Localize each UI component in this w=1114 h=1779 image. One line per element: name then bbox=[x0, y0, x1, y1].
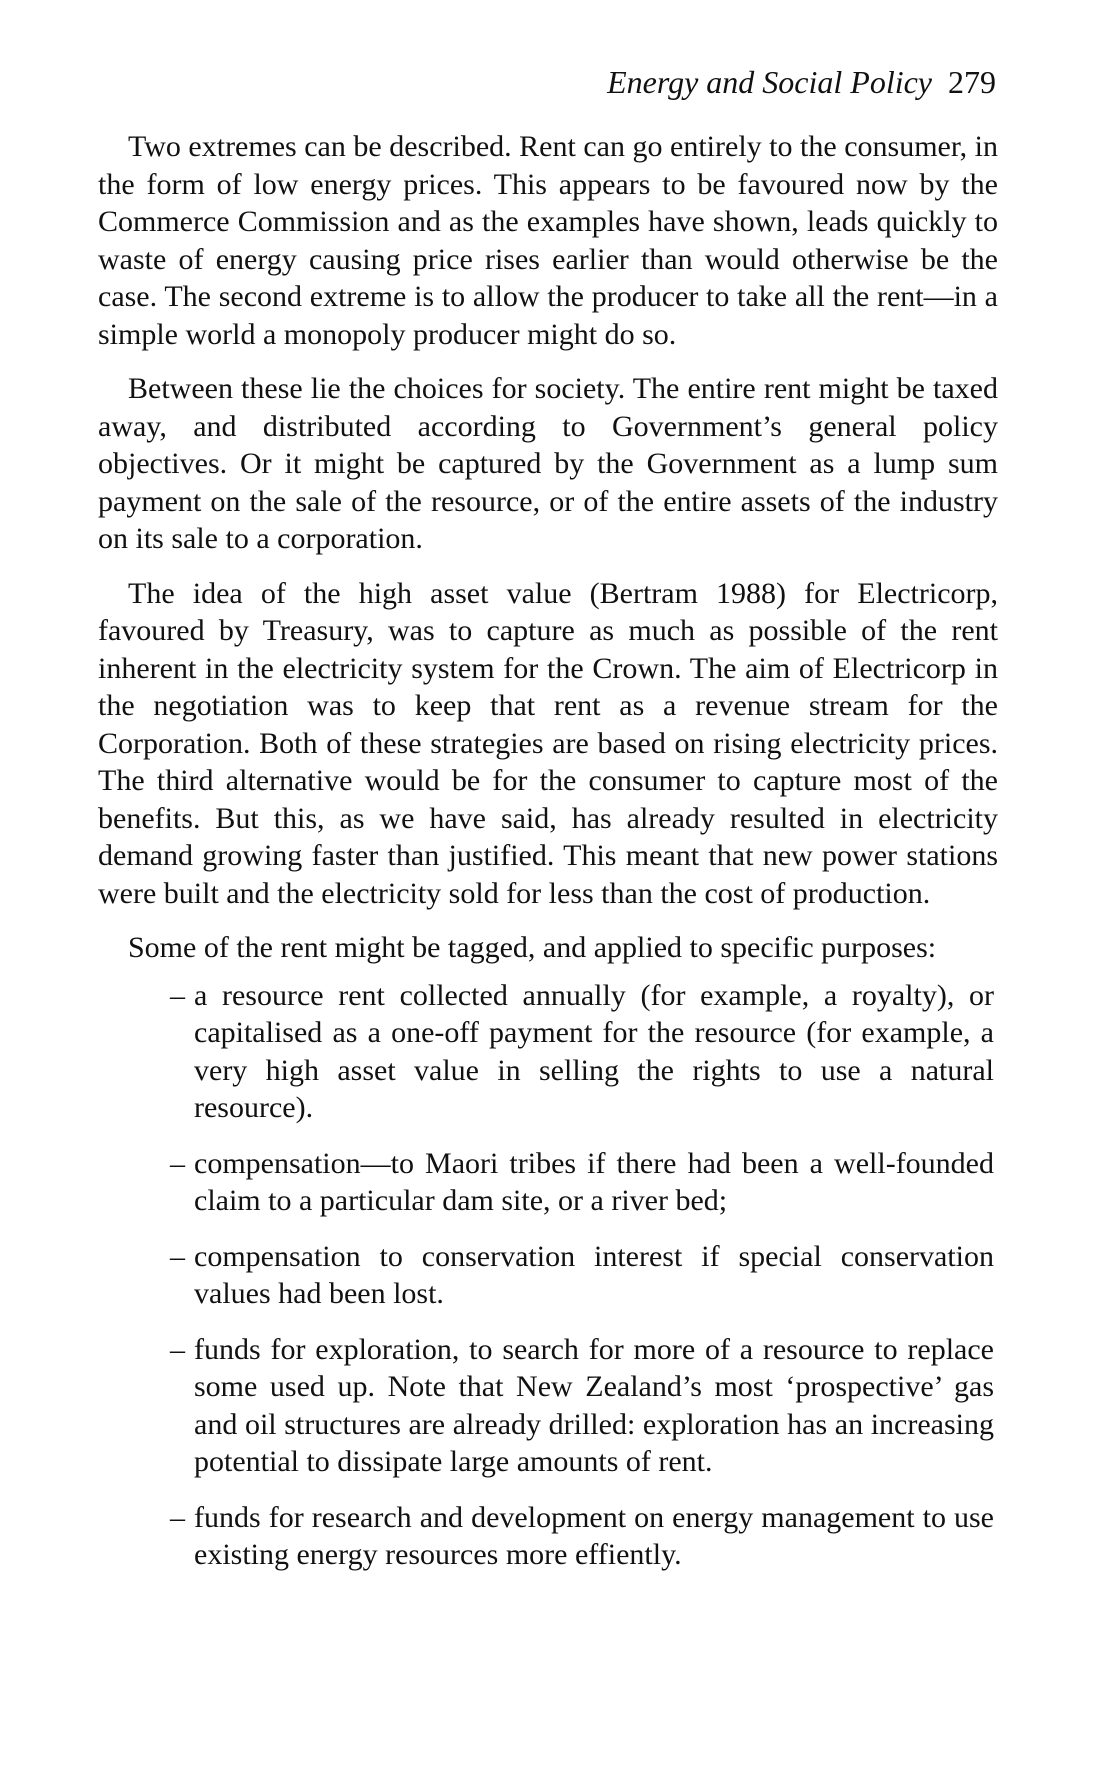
list-item-text: compensation to conservation interest if special conservation values had been lost. bbox=[194, 1239, 994, 1310]
body-text bbox=[98, 128, 998, 1574]
list-dash: – bbox=[170, 1332, 185, 1366]
purposes-list bbox=[98, 977, 998, 1574]
list-item-text: funds for research and development on energy management to use existing energy resources more effiently. bbox=[194, 1500, 994, 1571]
list-item bbox=[98, 1145, 998, 1220]
list-dash: – bbox=[170, 1239, 185, 1273]
list-item-text: compensation—to Maori tribes if there had been a well-founded claim to a particular dam site, or a river bed; bbox=[194, 1146, 994, 1217]
page-number: 279 bbox=[948, 64, 996, 100]
list-item bbox=[98, 1238, 998, 1313]
list-item-text: a resource rent collected annually (for example, a royalty), or capitalised as a one-off payment for the resource (for example, a very high asset value in selling the rights to use a natural resource). bbox=[194, 978, 994, 1124]
list-item-text: funds for exploration, to search for more of a resource to replace some used up. Note that New Zealand’s most ‘prospective’ gas and oil structures are already drilled: exploration has an increasing potential to dissipate large amounts of rent. bbox=[194, 1332, 994, 1478]
running-head bbox=[98, 62, 998, 102]
list-item bbox=[98, 1499, 998, 1574]
list-item bbox=[98, 1331, 998, 1481]
running-head-title: Energy and Social Policy bbox=[607, 64, 932, 100]
paragraph-tagged-rent: Some of the rent might be tagged, and applied to specific purposes: bbox=[128, 931, 937, 964]
paragraph-asset-value: The idea of the high asset value (Bertram 1988) for Electricorp, favoured by Treasury, was to capture as much as possible of the rent inherent in the electricity system for the Crown. The aim of Electricorp in the negotiation was to keep that rent as a revenue stream for the Corporation. Both of these strategies are based on rising electricity prices. The third alternative would be for the consumer to capture most of the benefits. But this, as we have said, has already resulted in electricity demand growing faster than justified. This meant that new power stations were built and the electricity sold for less than the cost of production. bbox=[98, 576, 998, 910]
list-dash: – bbox=[170, 1146, 185, 1180]
book-page bbox=[98, 62, 998, 1592]
list-item bbox=[98, 977, 998, 1127]
list-dash: – bbox=[170, 978, 185, 1012]
paragraph-extremes: Two extremes can be described. Rent can go entirely to the consumer, in the form of low energy prices. This appears to be favoured now by the Commerce Commission and as the examples have shown, leads quickly to waste of energy causing price rises earlier than would otherwise be the case. The second extreme is to allow the producer to take all the rent—in a simple world a monopoly producer might do so. bbox=[98, 130, 998, 351]
paragraph-choices: Between these lie the choices for society. The entire rent might be taxed away, and distributed according to Government’s general policy objectives. Or it might be captured by the Government as a lump sum payment on the sale of the resource, or of the entire assets of the industry on its sale to a corporation. bbox=[98, 372, 998, 555]
list-dash: – bbox=[170, 1500, 185, 1534]
